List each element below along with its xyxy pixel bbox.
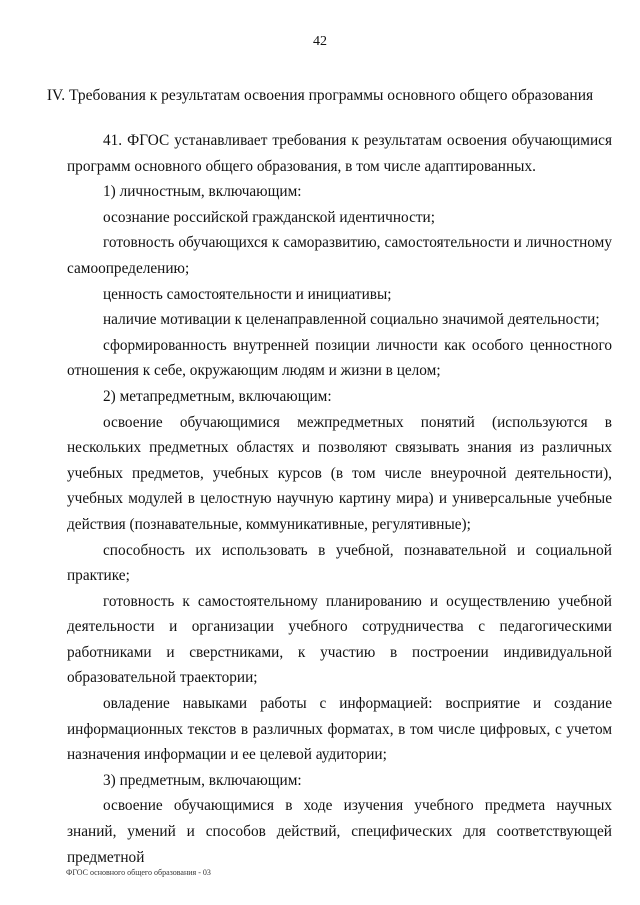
page-number: 42 (313, 34, 327, 49)
paragraph-metasubject-concepts: освоение обучающимися межпредметных понятий (используются в нескольких предметных областях и позволяют связывать знания из различных учебных предметов, учебных курсов (в том числе внеурочной деятельности), учебных модулей в целостную научную картину мира) и универсальные учебные действия (познавательные, коммуникативные, регулятивные); (67, 413, 612, 533)
document-body (67, 128, 612, 870)
paragraph-personal-position: сформированность внутренней позиции личности как особого ценностного отношения к себе, окружающим людям и жизни в целом; (67, 336, 612, 380)
paragraph-personal-readiness: готовность обучающихся к саморазвитию, самостоятельности и личностному самоопределению; (67, 234, 612, 277)
footer-note: ФГОС основного общего образования - 03 (66, 868, 211, 877)
paragraph-subject-knowledge: освоение обучающимися в ходе изучения учебного предмета научных знаний, умений и способов действий, специфических для соответствующей предметной (67, 797, 612, 866)
section-heading: IV. Требования к результатам освоения программы основного общего образования (46, 87, 594, 104)
paragraph-metasubject-planning: готовность к самостоятельному планированию и осуществлению учебной деятельности и организации учебного сотрудничества с педагогическими работниками и сверстниками, к участию в построении индивидуальной образовательной траектории; (67, 592, 612, 687)
paragraph-metasubject-ability: способность их использовать в учебной, познавательной и социальной практике; (67, 541, 612, 585)
paragraph-personal-motivation: наличие мотивации к целенаправленной социально значимой деятельности; (103, 311, 600, 329)
paragraph-41: 41. ФГОС устанавливает требования к результатам освоения обучающимися программ основного общего образования, в том числе адаптированных. (67, 132, 612, 175)
paragraph-metasubject-information: овладение навыками работы с информацией: восприятие и создание информационных текстов в различных форматах, в том числе цифровых, с учетом назначения информации и ее целевой аудитории; (67, 695, 612, 764)
paragraph-personal-heading: 1) личностным, включающим: (103, 183, 302, 201)
paragraph-personal-value: ценность самостоятельности и инициативы; (103, 285, 392, 303)
paragraph-metasubject-heading: 2) метапредметным, включающим: (103, 387, 332, 405)
paragraph-personal-identity: осознание российской гражданской идентичности; (103, 208, 435, 226)
paragraph-subject-heading: 3) предметным, включающим: (103, 771, 302, 789)
